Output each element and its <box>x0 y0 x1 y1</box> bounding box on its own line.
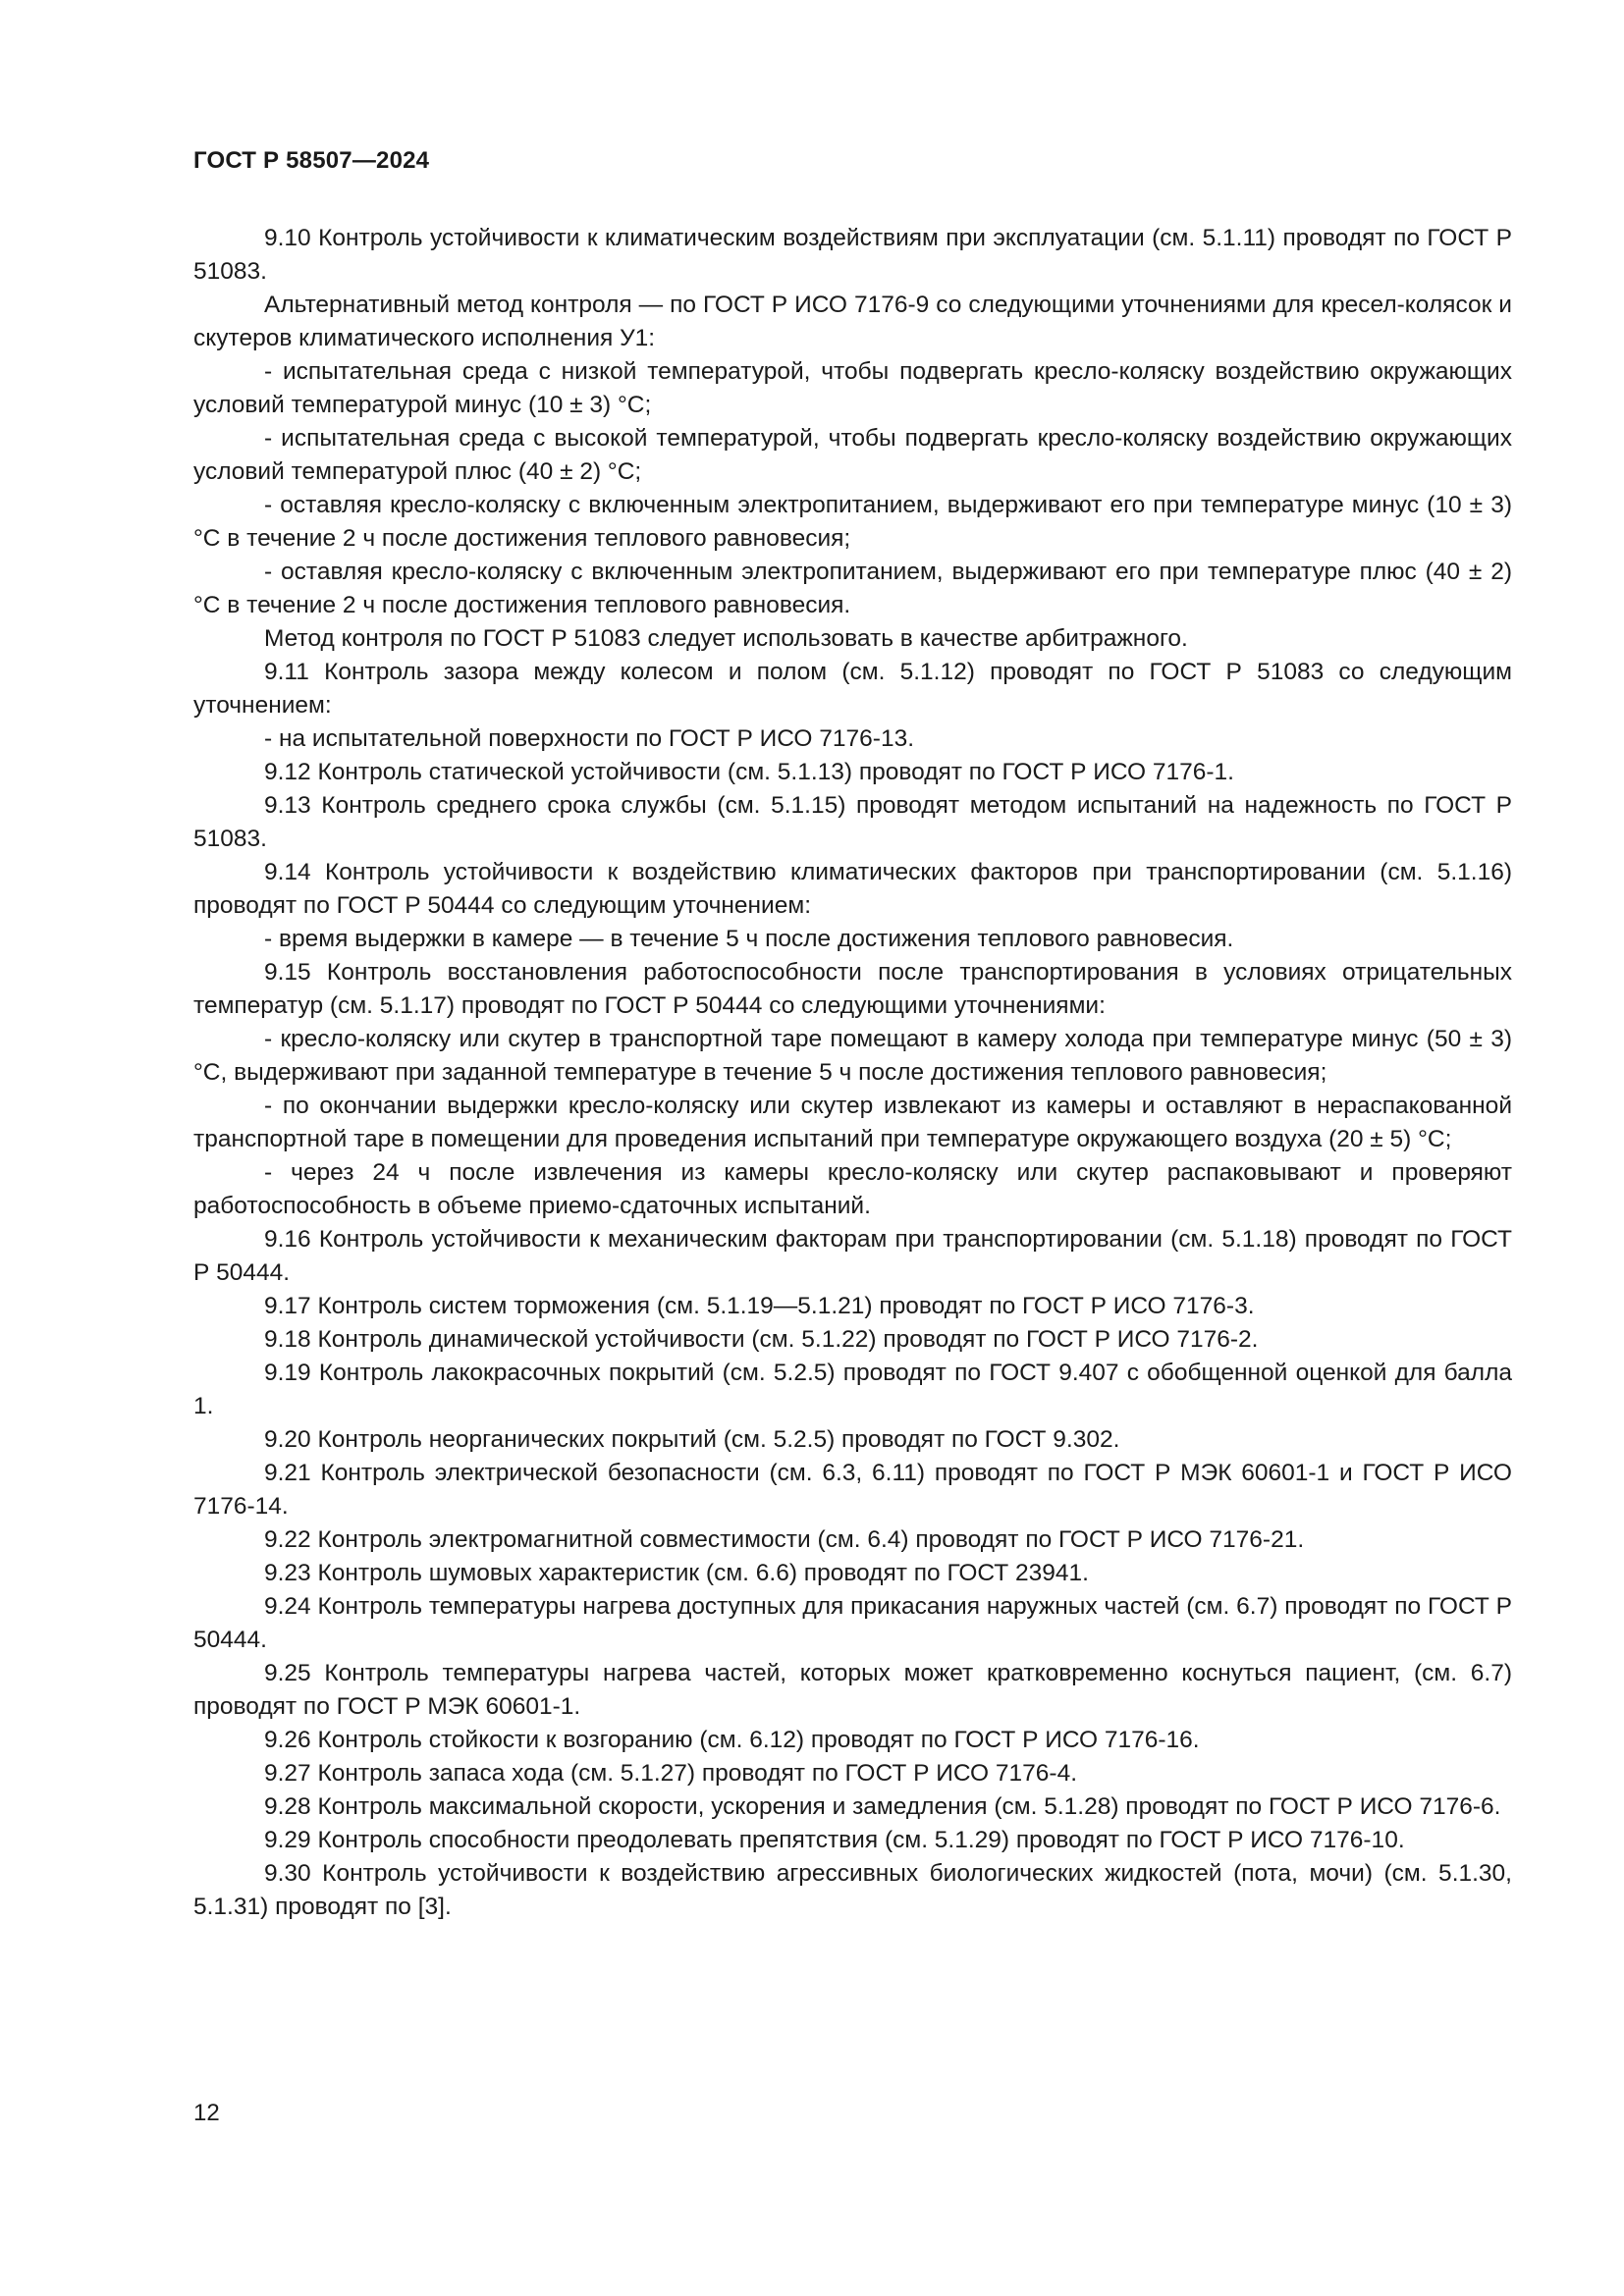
document-body <box>193 222 1512 1924</box>
paragraph-9-17: 9.17 Контроль систем торможения (см. 5.1.19—5.1.21) проводят по ГОСТ Р ИСО 7176-3. <box>264 1293 1255 1319</box>
paragraph-9-11: 9.11 Контроль зазора между колесом и полом (см. 5.1.12) проводят по ГОСТ Р 51083 со следующим уточнением: <box>193 659 1512 719</box>
paragraph-9-25: 9.25 Контроль температуры нагрева частей, которых может кратковременно коснуться пациент, (см. 6.7) проводят по ГОСТ Р МЭК 60601-1. <box>193 1660 1512 1720</box>
paragraph-9-22: 9.22 Контроль электромагнитной совместимости (см. 6.4) проводят по ГОСТ Р ИСО 7176-21. <box>264 1526 1305 1553</box>
list-item: - испытательная среда с высокой температурой, чтобы подвергать кресло-коляску воздействию окружающих условий температурой плюс (40 ± 2) °С; <box>193 425 1512 485</box>
list-item: - испытательная среда с низкой температурой, чтобы подвергать кресло-коляску воздействию окружающих условий температурой минус (10 ± 3) °С; <box>193 358 1512 418</box>
paragraph-9-26: 9.26 Контроль стойкости к возгоранию (см. 6.12) проводят по ГОСТ Р ИСО 7176-16. <box>264 1727 1200 1753</box>
list-item: - кресло-коляску или скутер в транспортной таре помещают в камеру холода при температуре минус (50 ± 3) °С, выдерживают при заданной температуре в течение 5 ч после достижения теплового равновесия; <box>193 1026 1512 1086</box>
paragraph-9-12: 9.12 Контроль статической устойчивости (см. 5.1.13) проводят по ГОСТ Р ИСО 7176-1. <box>264 759 1234 785</box>
paragraph-9-19: 9.19 Контроль лакокрасочных покрытий (см. 5.2.5) проводят по ГОСТ 9.407 с обобщенной оценкой для балла 1. <box>193 1360 1512 1419</box>
page-number: 12 <box>193 2100 220 2126</box>
paragraph-arbitration-method: Метод контроля по ГОСТ Р 51083 следует использовать в качестве арбитражного. <box>264 625 1188 652</box>
paragraph-9-18: 9.18 Контроль динамической устойчивости (см. 5.1.22) проводят по ГОСТ Р ИСО 7176-2. <box>264 1326 1259 1353</box>
list-item: - оставляя кресло-коляску с включенным электропитанием, выдерживают его при температуре минус (10 ± 3) °С в течение 2 ч после достижения теплового равновесия; <box>193 492 1512 552</box>
paragraph-9-10: 9.10 Контроль устойчивости к климатическим воздействиям при эксплуатации (см. 5.1.11) проводят по ГОСТ Р 51083. <box>193 225 1512 285</box>
paragraph-9-16: 9.16 Контроль устойчивости к механическим факторам при транспортировании (см. 5.1.18) проводят по ГОСТ Р 50444. <box>193 1226 1512 1286</box>
paragraph-9-15: 9.15 Контроль восстановления работоспособности после транспортирования в условиях отрицательных температур (см. 5.1.17) проводят по ГОСТ Р 50444 со следующими уточнениями: <box>193 959 1512 1019</box>
list-item: - через 24 ч после извлечения из камеры кресло-коляску или скутер распаковывают и проверяют работоспособность в объеме приемо-сдаточных испытаний. <box>193 1159 1512 1219</box>
paragraph-9-27: 9.27 Контроль запаса хода (см. 5.1.27) проводят по ГОСТ Р ИСО 7176-4. <box>264 1760 1077 1787</box>
list-item: - время выдержки в камере — в течение 5 ч после достижения теплового равновесия. <box>264 926 1234 952</box>
paragraph-9-21: 9.21 Контроль электрической безопасности (см. 6.3, 6.11) проводят по ГОСТ Р МЭК 60601-1 и ГОСТ Р ИСО 7176-14. <box>193 1460 1512 1520</box>
page-header-standard-code: ГОСТ Р 58507—2024 <box>193 147 430 174</box>
paragraph-alternative-method: Альтернативный метод контроля — по ГОСТ Р ИСО 7176-9 со следующими уточнениями для кресел-колясок и скутеров климатического исполнения У1: <box>193 292 1512 351</box>
paragraph-9-28: 9.28 Контроль максимальной скорости, ускорения и замедления (см. 5.1.28) проводят по ГОСТ Р ИСО 7176-6. <box>264 1793 1501 1820</box>
list-item: - на испытательной поверхности по ГОСТ Р ИСО 7176-13. <box>264 725 915 752</box>
paragraph-9-14: 9.14 Контроль устойчивости к воздействию климатических факторов при транспортировании (см. 5.1.16) проводят по ГОСТ Р 50444 со следующим уточнением: <box>193 859 1512 919</box>
list-item: - оставляя кресло-коляску с включенным электропитанием, выдерживают его при температуре плюс (40 ± 2) °С в течение 2 ч после достижения теплового равновесия. <box>193 559 1512 618</box>
list-item: - по окончании выдержки кресло-коляску или скутер извлекают из камеры и оставляют в нераспакованной транспортной таре в помещении для проведения испытаний при температуре окружающего воздуха (20 ± 5) °С; <box>193 1093 1512 1152</box>
paragraph-9-23: 9.23 Контроль шумовых характеристик (см. 6.6) проводят по ГОСТ 23941. <box>264 1560 1089 1586</box>
paragraph-9-13: 9.13 Контроль среднего срока службы (см. 5.1.15) проводят методом испытаний на надежность по ГОСТ Р 51083. <box>193 792 1512 852</box>
paragraph-9-20: 9.20 Контроль неорганических покрытий (см. 5.2.5) проводят по ГОСТ 9.302. <box>264 1426 1120 1453</box>
paragraph-9-29: 9.29 Контроль способности преодолевать препятствия (см. 5.1.29) проводят по ГОСТ Р ИСО 7176-10. <box>264 1827 1405 1853</box>
paragraph-9-24: 9.24 Контроль температуры нагрева доступных для прикасания наружных частей (см. 6.7) проводят по ГОСТ Р 50444. <box>193 1593 1512 1653</box>
paragraph-9-30: 9.30 Контроль устойчивости к воздействию агрессивных биологических жидкостей (пота, мочи) (см. 5.1.30, 5.1.31) проводят по [3]. <box>193 1860 1512 1920</box>
